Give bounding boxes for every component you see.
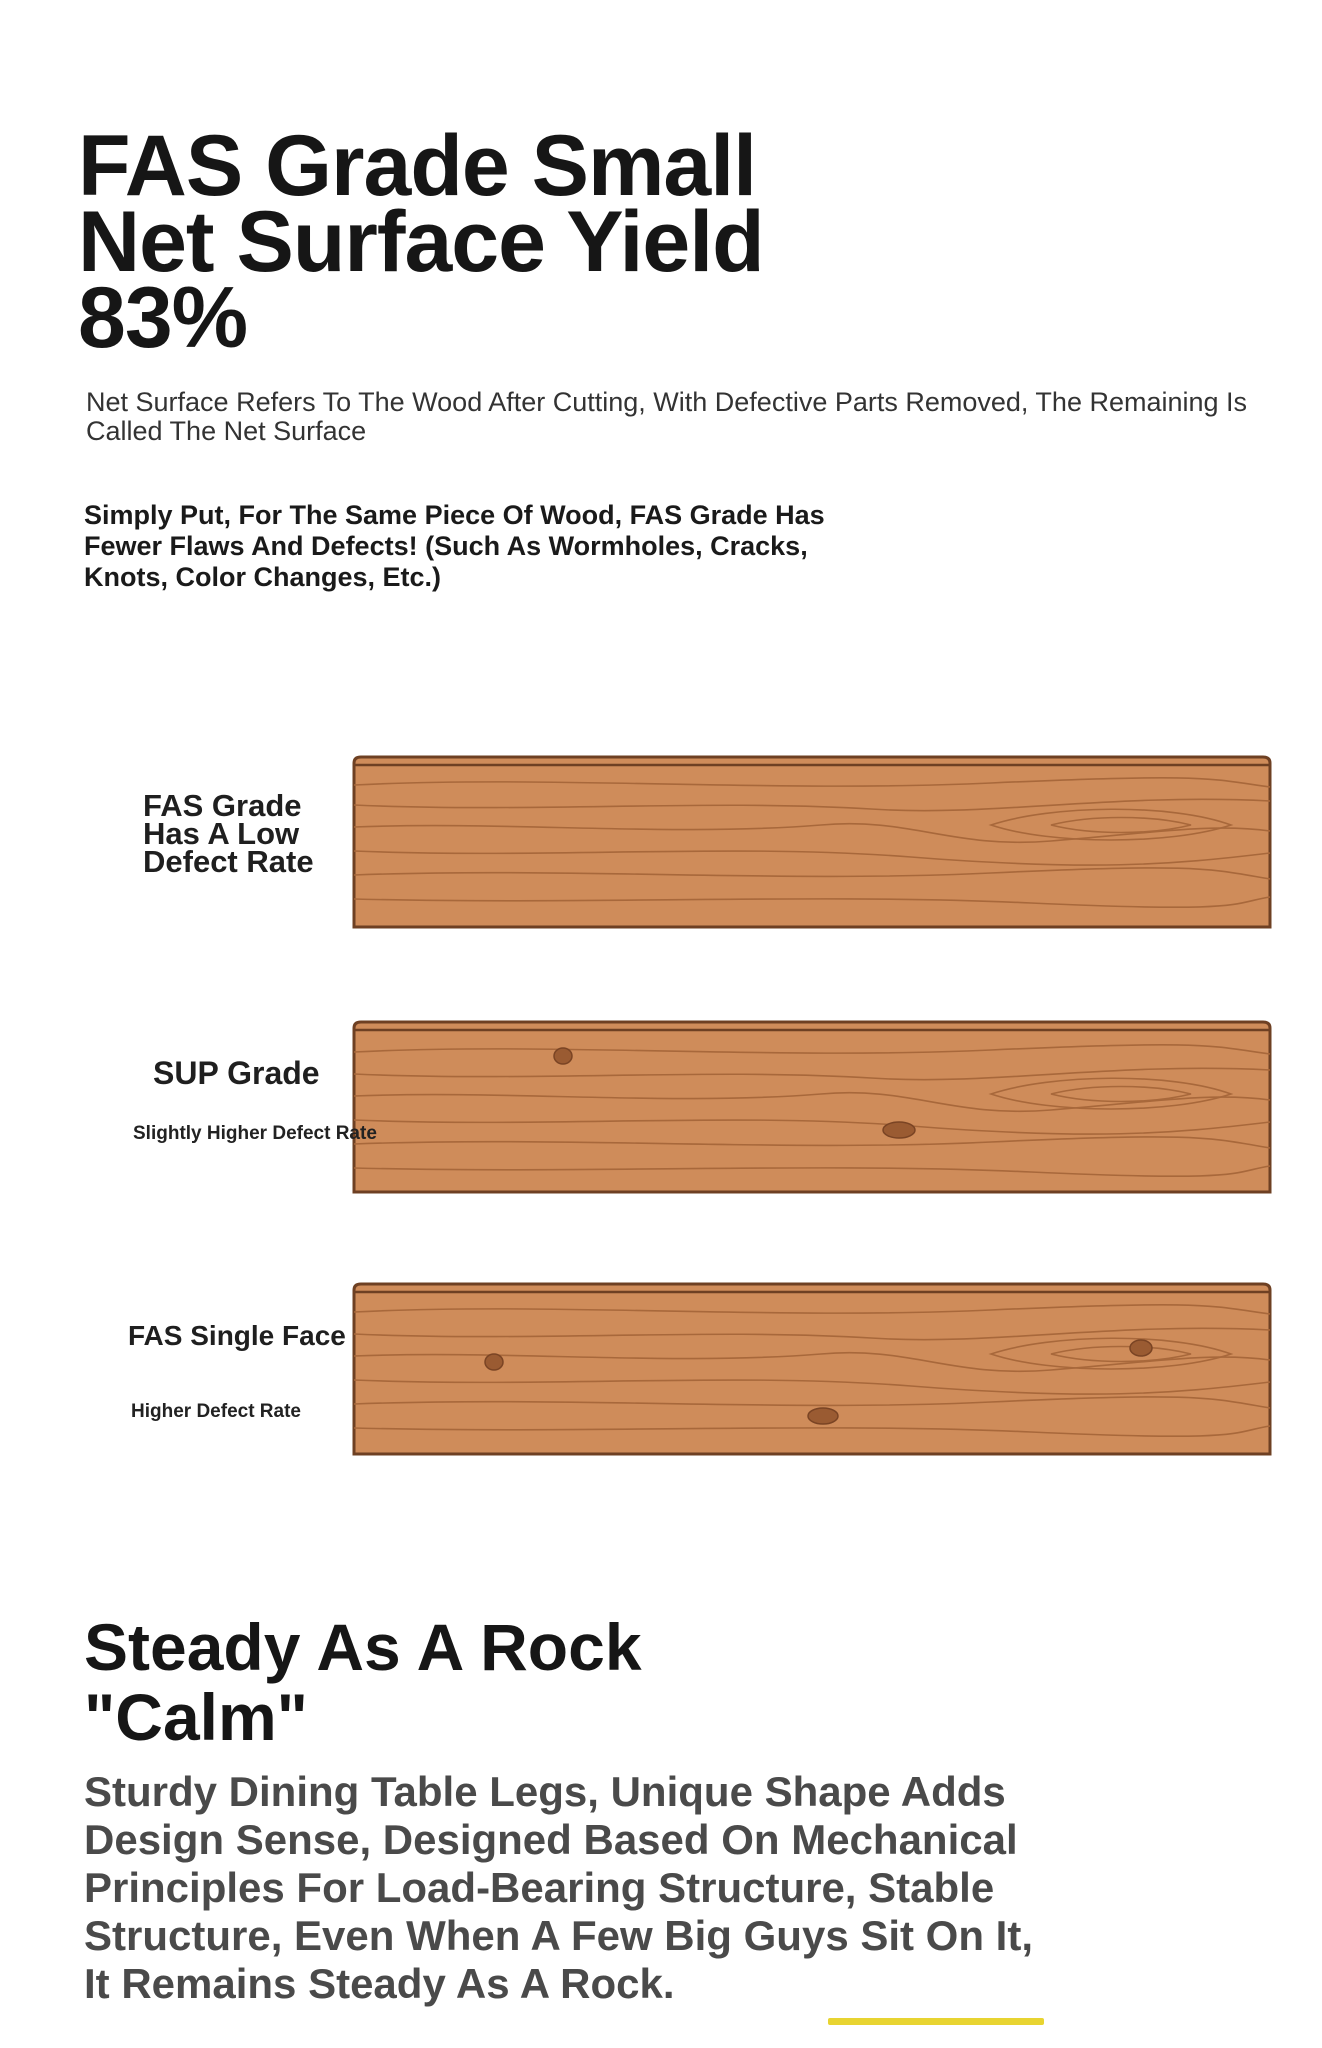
knot (554, 1048, 572, 1064)
knot (883, 1122, 915, 1138)
wood-plank-sup (351, 1018, 1273, 1196)
wood-plank-fas-single-face (351, 1280, 1273, 1458)
knot (1130, 1340, 1152, 1356)
wood-plank-fas (351, 753, 1273, 931)
knot (808, 1408, 838, 1424)
section-body-steady: Sturdy Dining Table Legs, Unique Shape Adds Design Sense, Designed Based On Mechanical Principles For Load-Bearing Structure, Stable Structure, Even When A Few Big Guys Sit On It, It Remains Steady As A Rock. (84, 1768, 1033, 2007)
knot (485, 1354, 503, 1370)
section-title-steady: Steady As A Rock "Calm" (84, 1610, 642, 1754)
grade-note-fas-single-face: Higher Defect Rate (131, 1401, 301, 1422)
plank-face (354, 1022, 1270, 1192)
grade-label-fas: FAS Grade Has A Low Defect Rate (143, 788, 314, 879)
grade-label-sup: SUP Grade (153, 1055, 320, 1091)
net-surface-definition: Net Surface Refers To The Wood After Cutting, With Defective Parts Removed, The Remaining Is Called The Net Surface (86, 387, 1248, 446)
page-title: FAS Grade Small Net Surface Yield 83% (78, 118, 764, 366)
grade-note-sup: Slightly Higher Defect Rate (133, 1123, 377, 1144)
accent-underline (828, 2018, 1044, 2025)
fas-summary-text: Simply Put, For The Same Piece Of Wood, FAS Grade Has Fewer Flaws And Defects! (Such As Wormholes, Cracks, Knots, Color Changes, Etc.) (84, 500, 825, 592)
grade-label-fas-single-face: FAS Single Face (128, 1320, 346, 1351)
